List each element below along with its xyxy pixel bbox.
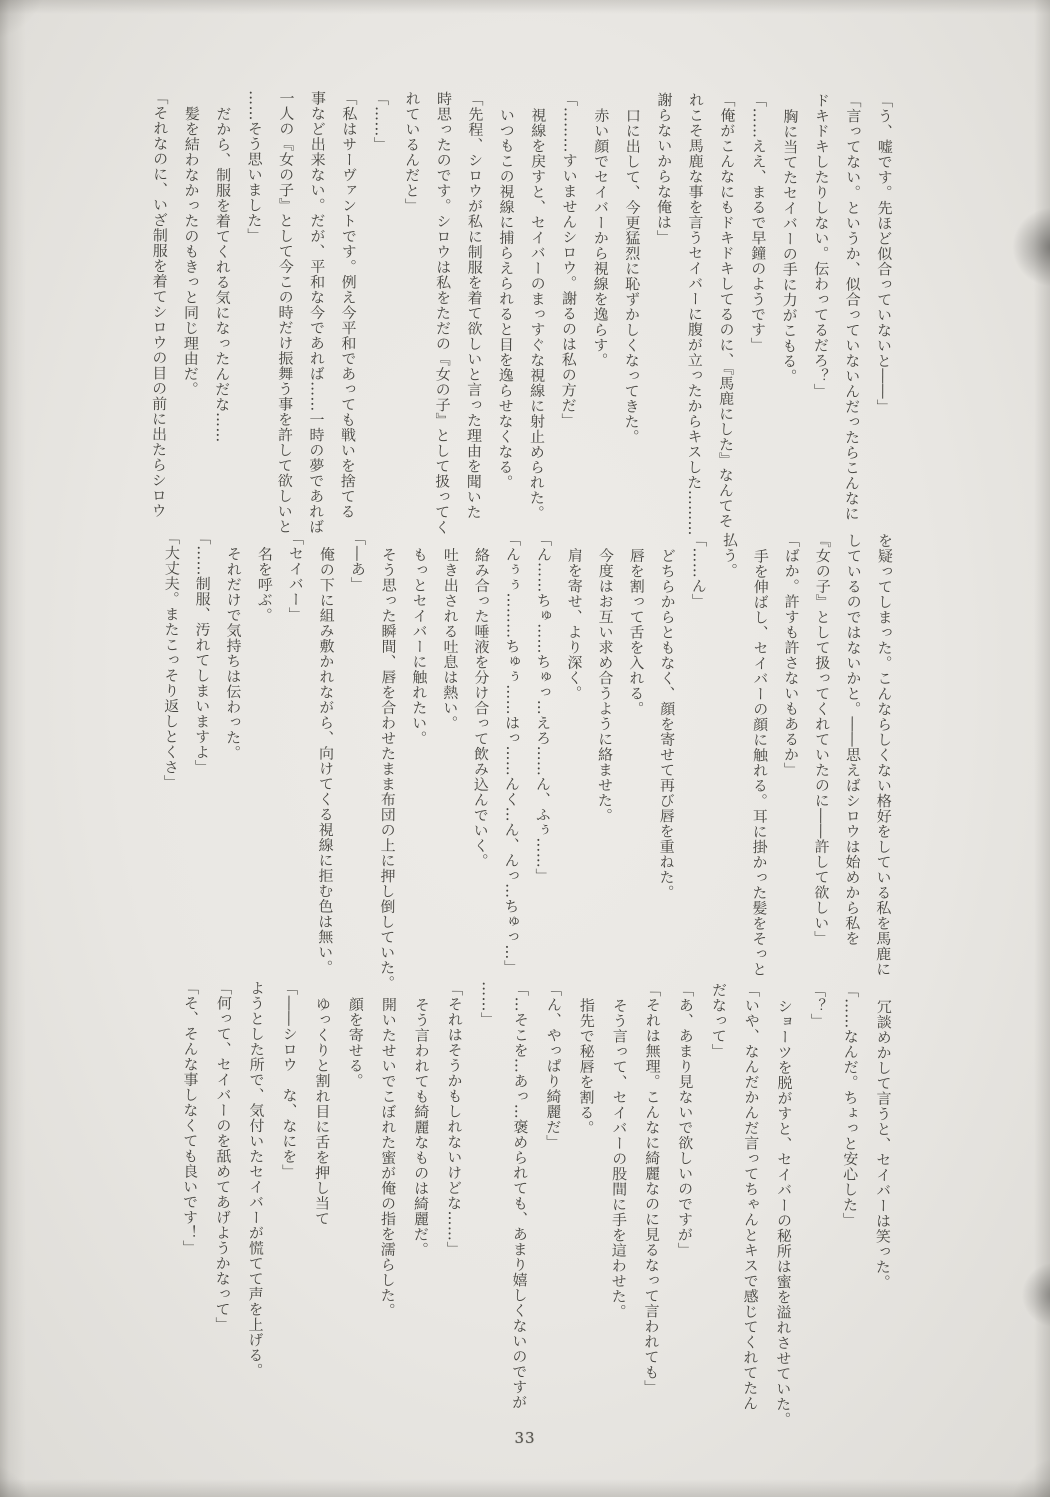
text-line: いつもこの視線に捕らえられると目を逸らせなくなる。 bbox=[496, 106, 516, 490]
text-line: 「？」 bbox=[808, 982, 828, 1029]
text-line: 名を呼ぶ。 bbox=[255, 545, 274, 623]
text-line: ドキドキしたりしない。伝わってるだろ？」 bbox=[811, 92, 832, 399]
text-line: を疑ってしまった。こんならしくない格好をしている私を馬鹿に bbox=[874, 532, 895, 977]
text-line: 「セイバー」 bbox=[286, 530, 306, 623]
text-line: 唇を割って舌を入れる。 bbox=[627, 547, 646, 716]
text-line: 今度はお互い求め合うように絡ませた。 bbox=[595, 547, 615, 823]
text-line: 指先で秘唇を割る。 bbox=[577, 997, 596, 1135]
text-line: 胸に当てたセイバーの手に力がこもる。 bbox=[780, 107, 800, 384]
text-band-top bbox=[142, 90, 900, 543]
text-line: 「先程、シロウが私に制服を着て欲しいと言った理由を聞いた bbox=[464, 91, 485, 520]
text-band-middle bbox=[154, 529, 900, 991]
text-line: 払う。 bbox=[720, 532, 740, 579]
text-line: 「それはそうかもしれないけどな……」 bbox=[444, 981, 465, 1257]
text-line: 「あ、あまり見ないで欲しいのですが」 bbox=[675, 982, 696, 1258]
text-line: 「……制服、汚れてしまいますよ」 bbox=[192, 529, 213, 775]
text-line: 肩を寄せ、より深く。 bbox=[565, 547, 584, 701]
text-line: 口に出して、今更猛烈に恥ずかしくなってきた。 bbox=[622, 107, 642, 444]
text-line: 手を伸ばし、セイバーの顔に触れる。耳に掛かった髪をそっと bbox=[750, 547, 770, 977]
text-line: 「………すいませんシロウ。謝るのは私の方だ」 bbox=[559, 91, 580, 429]
text-line: 「……ええ、まるで早鐘のようです」 bbox=[748, 92, 769, 353]
text-line: 「私はサーヴァントです。例え今平和であっても戦いを捨てる bbox=[338, 90, 359, 520]
text-line: そう思った瞬間、唇を合わせたまま布団の上に押し倒していた。 bbox=[378, 546, 398, 991]
text-line: もっとセイバーに触れたい。 bbox=[410, 546, 429, 746]
text-line: ようとした所で、気付いたセイバーが慌てて声を上げる。 bbox=[246, 980, 267, 1379]
text-line: 「それは無理。こんなに綺麗なのに見るなって言われても」 bbox=[642, 981, 663, 1396]
text-line: 「……ん」 bbox=[689, 532, 709, 609]
text-line: そう言って、セイバーの股間に手を這わせた。 bbox=[609, 997, 629, 1319]
text-line: 「ん、やっぱり綺麗だ」 bbox=[544, 981, 564, 1150]
text-line: 「いや、なんだかんだ言ってちゃんとキスで感じてくれてたん bbox=[741, 982, 762, 1411]
text-line: 「う、嘘です。先ほど似合っていないと――」 bbox=[874, 92, 895, 415]
text-line: どちらからともなく、顔を寄せて再び唇を重ねた。 bbox=[657, 547, 677, 900]
text-line: ショーツを脱がすと、セイバーの秘所は蜜を溢れさせていた。 bbox=[774, 997, 794, 1427]
text-line: 「―あ」 bbox=[348, 530, 368, 592]
text-line: 「そ、そんな事しなくても良いです！」 bbox=[180, 979, 201, 1256]
text-line: 「……」 bbox=[371, 90, 391, 152]
text-line: 「大丈夫。またこっそり返しとくさ」 bbox=[161, 529, 182, 790]
text-line: しているのではないかと。――思えばシロウは始めから私を bbox=[843, 532, 864, 946]
text-line: 時思ったのです。シロウは私をただの『女の子』として扱ってく bbox=[433, 90, 454, 535]
text-line: 「…そこを…あっ…褒められても、あまり嬉しくないのですが bbox=[510, 981, 531, 1410]
text-line: 赤い顔でセイバーから視線を逸らす。 bbox=[591, 107, 611, 368]
text-line: それだけで気持ちは伝わった。 bbox=[224, 545, 243, 760]
text-line: 「俺がこんなにもドキドキしてるのに、『馬鹿にした』なんてそ bbox=[716, 92, 737, 529]
text-line: 視線を戻すと、セイバーのまっすぐな視線に射止められた。 bbox=[527, 106, 548, 521]
text-line: 事など出来ない。だが、平和な今であれば……一時の夢であれば bbox=[307, 90, 328, 535]
text-line: 「――シロウ な、なにを」 bbox=[280, 980, 300, 1180]
text-line: 『女の子』として扱ってくれていたのに――許して欲しい」 bbox=[812, 532, 833, 946]
text-line: ゆっくりと割れ目に舌を押し当て bbox=[312, 995, 332, 1226]
text-line: 一人の『女の子』として今この時だけ振舞う事を許して欲しいと bbox=[275, 90, 296, 535]
text-line: ……そう思いました」 bbox=[245, 90, 265, 244]
text-line: 顔を寄せる。 bbox=[346, 996, 365, 1088]
text-line: 絡み合った唾液を分け合って飲み込んでいく。 bbox=[471, 546, 491, 869]
text-line: ……」 bbox=[478, 981, 498, 1028]
text-line: 「ばか。許すも許さないもあるか」 bbox=[781, 532, 802, 778]
text-line: 開いたせいでこぼれた蜜が俺の指を濡らした。 bbox=[378, 996, 398, 1318]
text-line: 「ん……ちゅ……ちゅっ…えろ……ん、ふぅ……」 bbox=[533, 531, 554, 884]
text-line: だなって」 bbox=[709, 982, 729, 1059]
text-band-bottom bbox=[172, 980, 900, 1433]
text-line: 「言ってない。というか、似合っていないんだったらこんなに bbox=[842, 92, 863, 522]
text-line: 冗談めかして言うと、セイバーは笑った。 bbox=[873, 998, 893, 1290]
text-line: だから、制服を着てくれる気になったんだな…… bbox=[212, 105, 233, 443]
text-line: 「……なんだ。ちょっと安心した」 bbox=[840, 982, 861, 1228]
text-line: 髪を結わなかったのもきっと同じ理由だ。 bbox=[181, 105, 201, 397]
text-line: 俺の下に組み敷かれながら、向けてくる視線に拒む色は無い。 bbox=[316, 545, 336, 975]
text-line: 謝らないからな俺は」 bbox=[654, 91, 674, 246]
text-line: 「何って、セイバーのを舐めてあげようかなって」 bbox=[213, 980, 234, 1332]
text-line: れているんだと」 bbox=[402, 90, 422, 214]
text-line: 吐き出される吐息は熱い。 bbox=[441, 546, 460, 731]
text-line: 「んぅぅ………ちゅぅ……はっ……んく…ん、んっ…ちゅっ…」 bbox=[502, 531, 523, 976]
text-line: れこそ馬鹿な事を言うセイバーに腹が立ったからキスした……… bbox=[685, 92, 706, 536]
page-number: 33 bbox=[514, 1429, 536, 1447]
text-line: 「それなのに、いざ制服を着てシロウの目の前に出たらシロウ bbox=[149, 89, 170, 519]
text-line: そう言われても綺麗なものは綺麗だ。 bbox=[411, 996, 431, 1257]
